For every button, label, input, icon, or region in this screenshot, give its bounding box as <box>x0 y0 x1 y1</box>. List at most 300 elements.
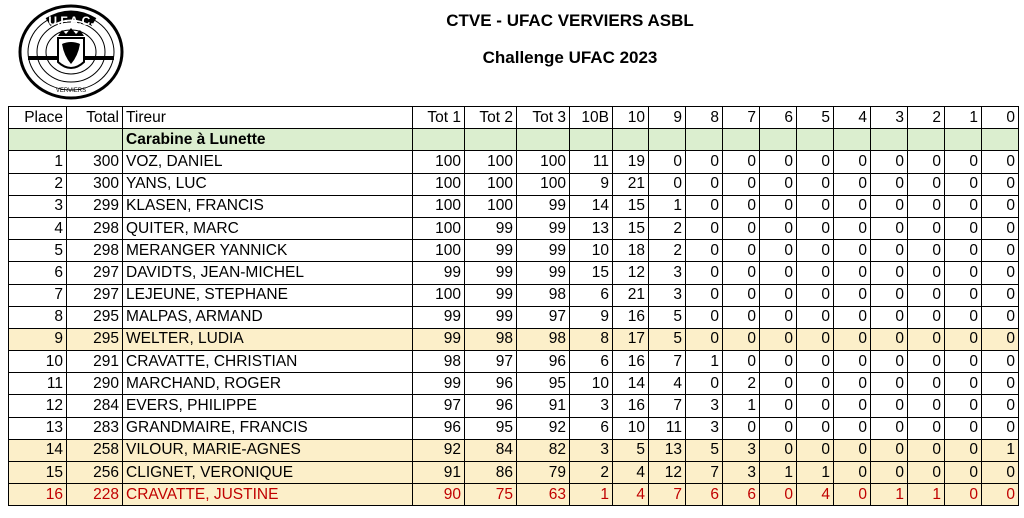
cell-total: 300 <box>67 173 123 195</box>
cell-1: 0 <box>945 373 982 395</box>
cell-0: 0 <box>982 173 1019 195</box>
section-cell <box>517 129 570 151</box>
cell-6: 0 <box>760 351 797 373</box>
cell-4: 0 <box>834 284 871 306</box>
cell-9: 7 <box>649 484 686 506</box>
table-row <box>9 439 1019 461</box>
cell-3: 0 <box>871 439 908 461</box>
cell-place: 12 <box>9 395 67 417</box>
cell-6: 0 <box>760 328 797 350</box>
cell-tot2: 100 <box>465 151 517 173</box>
col-total: Total <box>67 107 123 129</box>
table-row <box>9 195 1019 217</box>
cell-tot2: 99 <box>465 262 517 284</box>
cell-7: 1 <box>723 395 760 417</box>
cell-8: 5 <box>686 439 723 461</box>
cell-4: 0 <box>834 240 871 262</box>
cell-10: 21 <box>613 284 649 306</box>
section-cell <box>982 129 1019 151</box>
cell-place: 9 <box>9 328 67 350</box>
cell-8: 0 <box>686 217 723 239</box>
cell-tireur: KLASEN, FRANCIS <box>123 195 413 217</box>
cell-total: 258 <box>67 439 123 461</box>
cell-tot1: 97 <box>413 395 465 417</box>
cell-8: 3 <box>686 395 723 417</box>
cell-total: 300 <box>67 151 123 173</box>
section-cell <box>465 129 517 151</box>
section-cell <box>67 129 123 151</box>
col-0: 0 <box>982 107 1019 129</box>
cell-3: 0 <box>871 417 908 439</box>
cell-tot1: 98 <box>413 351 465 373</box>
cell-tireur: MARCHAND, ROGER <box>123 373 413 395</box>
cell-tireur: LEJEUNE, STEPHANE <box>123 284 413 306</box>
cell-tireur: CRAVATTE, CHRISTIAN <box>123 351 413 373</box>
cell-total: 256 <box>67 462 123 484</box>
cell-10: 16 <box>613 306 649 328</box>
cell-2: 0 <box>908 284 945 306</box>
cell-total: 284 <box>67 395 123 417</box>
cell-3: 0 <box>871 195 908 217</box>
table-row <box>9 373 1019 395</box>
cell-tot3: 99 <box>517 217 570 239</box>
col-8: 8 <box>686 107 723 129</box>
cell-3: 1 <box>871 484 908 506</box>
cell-tot1: 91 <box>413 462 465 484</box>
cell-1: 0 <box>945 262 982 284</box>
cell-7: 0 <box>723 173 760 195</box>
table-row <box>9 284 1019 306</box>
cell-place: 14 <box>9 439 67 461</box>
cell-2: 0 <box>908 151 945 173</box>
logo-text: U.F.A.C. <box>48 14 94 28</box>
cell-6: 0 <box>760 439 797 461</box>
cell-7: 0 <box>723 151 760 173</box>
cell-1: 0 <box>945 395 982 417</box>
cell-tot1: 100 <box>413 217 465 239</box>
cell-4: 0 <box>834 484 871 506</box>
cell-tot2: 75 <box>465 484 517 506</box>
cell-4: 0 <box>834 439 871 461</box>
cell-7: 0 <box>723 262 760 284</box>
cell-0: 0 <box>982 395 1019 417</box>
section-row <box>9 129 1019 151</box>
cell-10b: 9 <box>570 173 613 195</box>
cell-tireur: CLIGNET, VERONIQUE <box>123 462 413 484</box>
cell-9: 2 <box>649 217 686 239</box>
cell-10b: 2 <box>570 462 613 484</box>
cell-tireur: MALPAS, ARMAND <box>123 306 413 328</box>
cell-tireur: VOZ, DANIEL <box>123 151 413 173</box>
cell-place: 16 <box>9 484 67 506</box>
cell-2: 0 <box>908 462 945 484</box>
cell-1: 0 <box>945 284 982 306</box>
cell-1: 0 <box>945 351 982 373</box>
section-cell <box>797 129 834 151</box>
cell-tot2: 99 <box>465 217 517 239</box>
cell-1: 0 <box>945 462 982 484</box>
cell-9: 5 <box>649 328 686 350</box>
cell-0: 0 <box>982 373 1019 395</box>
cell-tot3: 91 <box>517 395 570 417</box>
cell-tot1: 99 <box>413 373 465 395</box>
cell-0: 0 <box>982 484 1019 506</box>
cell-9: 1 <box>649 195 686 217</box>
cell-tot2: 84 <box>465 439 517 461</box>
cell-total: 228 <box>67 484 123 506</box>
cell-4: 0 <box>834 373 871 395</box>
cell-1: 0 <box>945 217 982 239</box>
cell-10b: 6 <box>570 351 613 373</box>
cell-tot3: 98 <box>517 284 570 306</box>
cell-10: 18 <box>613 240 649 262</box>
ufac-logo <box>18 4 124 100</box>
cell-1: 0 <box>945 173 982 195</box>
cell-place: 15 <box>9 462 67 484</box>
cell-7: 3 <box>723 439 760 461</box>
cell-tot2: 95 <box>465 417 517 439</box>
cell-7: 6 <box>723 484 760 506</box>
cell-5: 0 <box>797 373 834 395</box>
cell-tireur: DAVIDTS, JEAN-MICHEL <box>123 262 413 284</box>
cell-0: 1 <box>982 439 1019 461</box>
cell-tot2: 99 <box>465 240 517 262</box>
cell-5: 0 <box>797 351 834 373</box>
cell-3: 0 <box>871 284 908 306</box>
cell-2: 1 <box>908 484 945 506</box>
cell-4: 0 <box>834 417 871 439</box>
cell-tot2: 96 <box>465 395 517 417</box>
section-cell <box>945 129 982 151</box>
cell-1: 0 <box>945 328 982 350</box>
cell-0: 0 <box>982 240 1019 262</box>
cell-10: 17 <box>613 328 649 350</box>
cell-1: 0 <box>945 439 982 461</box>
cell-10: 15 <box>613 217 649 239</box>
cell-6: 0 <box>760 173 797 195</box>
cell-3: 0 <box>871 173 908 195</box>
cell-10b: 6 <box>570 284 613 306</box>
cell-10b: 10 <box>570 240 613 262</box>
section-cell <box>723 129 760 151</box>
cell-10: 15 <box>613 195 649 217</box>
cell-0: 0 <box>982 151 1019 173</box>
cell-10: 14 <box>613 373 649 395</box>
section-cell <box>834 129 871 151</box>
section-cell <box>760 129 797 151</box>
cell-10: 12 <box>613 262 649 284</box>
section-cell <box>413 129 465 151</box>
cell-1: 0 <box>945 417 982 439</box>
col-10b: 10B <box>570 107 613 129</box>
table-row <box>9 462 1019 484</box>
section-cell <box>613 129 649 151</box>
cell-3: 0 <box>871 373 908 395</box>
cell-8: 0 <box>686 328 723 350</box>
cell-total: 291 <box>67 351 123 373</box>
cell-tot1: 99 <box>413 328 465 350</box>
cell-6: 0 <box>760 151 797 173</box>
cell-tireur: CRAVATTE, JUSTINE <box>123 484 413 506</box>
cell-tot1: 99 <box>413 306 465 328</box>
section-cell <box>649 129 686 151</box>
cell-10: 5 <box>613 439 649 461</box>
cell-10b: 14 <box>570 195 613 217</box>
col-5: 5 <box>797 107 834 129</box>
cell-10b: 1 <box>570 484 613 506</box>
cell-total: 298 <box>67 217 123 239</box>
cell-4: 0 <box>834 462 871 484</box>
cell-place: 8 <box>9 306 67 328</box>
cell-total: 299 <box>67 195 123 217</box>
col-9: 9 <box>649 107 686 129</box>
cell-tireur: MERANGER YANNICK <box>123 240 413 262</box>
cell-6: 0 <box>760 395 797 417</box>
cell-tot1: 100 <box>413 151 465 173</box>
cell-5: 0 <box>797 262 834 284</box>
cell-7: 2 <box>723 373 760 395</box>
cell-10b: 3 <box>570 439 613 461</box>
table-row <box>9 262 1019 284</box>
cell-4: 0 <box>834 195 871 217</box>
cell-0: 0 <box>982 217 1019 239</box>
cell-0: 0 <box>982 306 1019 328</box>
cell-10b: 11 <box>570 151 613 173</box>
cell-9: 3 <box>649 262 686 284</box>
cell-9: 5 <box>649 306 686 328</box>
cell-tot3: 96 <box>517 351 570 373</box>
cell-3: 0 <box>871 240 908 262</box>
cell-5: 0 <box>797 395 834 417</box>
table-row <box>9 395 1019 417</box>
cell-tot3: 63 <box>517 484 570 506</box>
cell-2: 0 <box>908 351 945 373</box>
table-row <box>9 417 1019 439</box>
cell-tot2: 97 <box>465 351 517 373</box>
cell-3: 0 <box>871 395 908 417</box>
cell-1: 0 <box>945 240 982 262</box>
cell-6: 0 <box>760 306 797 328</box>
cell-tot3: 79 <box>517 462 570 484</box>
results-table <box>8 106 1019 506</box>
cell-2: 0 <box>908 417 945 439</box>
cell-5: 0 <box>797 151 834 173</box>
cell-8: 0 <box>686 195 723 217</box>
cell-tireur: EVERS, PHILIPPE <box>123 395 413 417</box>
cell-tot2: 100 <box>465 173 517 195</box>
cell-2: 0 <box>908 240 945 262</box>
cell-place: 13 <box>9 417 67 439</box>
section-cell <box>9 129 67 151</box>
cell-tot2: 100 <box>465 195 517 217</box>
cell-7: 0 <box>723 240 760 262</box>
cell-5: 4 <box>797 484 834 506</box>
cell-5: 0 <box>797 306 834 328</box>
cell-10b: 8 <box>570 328 613 350</box>
cell-10b: 13 <box>570 217 613 239</box>
cell-10b: 6 <box>570 417 613 439</box>
cell-9: 4 <box>649 373 686 395</box>
col-4: 4 <box>834 107 871 129</box>
cell-10: 4 <box>613 484 649 506</box>
cell-4: 0 <box>834 262 871 284</box>
cell-9: 0 <box>649 173 686 195</box>
cell-5: 0 <box>797 240 834 262</box>
cell-tireur: GRANDMAIRE, FRANCIS <box>123 417 413 439</box>
col-tot2: Tot 2 <box>465 107 517 129</box>
cell-10: 19 <box>613 151 649 173</box>
cell-7: 0 <box>723 306 760 328</box>
cell-8: 6 <box>686 484 723 506</box>
cell-2: 0 <box>908 217 945 239</box>
logo-subtext: VERVIERS <box>55 88 87 94</box>
cell-0: 0 <box>982 195 1019 217</box>
cell-2: 0 <box>908 173 945 195</box>
col-10: 10 <box>613 107 649 129</box>
cell-5: 0 <box>797 328 834 350</box>
cell-tot1: 100 <box>413 240 465 262</box>
cell-8: 0 <box>686 306 723 328</box>
cell-tot1: 100 <box>413 173 465 195</box>
cell-6: 0 <box>760 417 797 439</box>
cell-0: 0 <box>982 351 1019 373</box>
col-3: 3 <box>871 107 908 129</box>
section-cell <box>908 129 945 151</box>
col-tireur: Tireur <box>123 107 413 129</box>
cell-tireur: VILOUR, MARIE-AGNES <box>123 439 413 461</box>
cell-5: 0 <box>797 439 834 461</box>
table-row <box>9 484 1019 506</box>
cell-10: 10 <box>613 417 649 439</box>
section-cell <box>686 129 723 151</box>
cell-tot3: 99 <box>517 262 570 284</box>
cell-10b: 10 <box>570 373 613 395</box>
cell-5: 0 <box>797 417 834 439</box>
table-row <box>9 306 1019 328</box>
cell-tot3: 100 <box>517 151 570 173</box>
cell-place: 2 <box>9 173 67 195</box>
cell-6: 0 <box>760 262 797 284</box>
cell-place: 6 <box>9 262 67 284</box>
cell-tot3: 100 <box>517 173 570 195</box>
cell-3: 0 <box>871 262 908 284</box>
col-2: 2 <box>908 107 945 129</box>
col-1: 1 <box>945 107 982 129</box>
cell-3: 0 <box>871 351 908 373</box>
cell-3: 0 <box>871 306 908 328</box>
cell-8: 0 <box>686 151 723 173</box>
cell-7: 0 <box>723 417 760 439</box>
cell-tot3: 99 <box>517 195 570 217</box>
cell-10: 16 <box>613 395 649 417</box>
cell-tot3: 95 <box>517 373 570 395</box>
cell-3: 0 <box>871 151 908 173</box>
cell-tot3: 97 <box>517 306 570 328</box>
cell-8: 1 <box>686 351 723 373</box>
col-6: 6 <box>760 107 797 129</box>
cell-1: 0 <box>945 306 982 328</box>
cell-tireur: YANS, LUC <box>123 173 413 195</box>
cell-4: 0 <box>834 173 871 195</box>
header-row <box>9 107 1019 129</box>
cell-total: 297 <box>67 262 123 284</box>
cell-9: 13 <box>649 439 686 461</box>
cell-1: 0 <box>945 195 982 217</box>
cell-tot2: 99 <box>465 306 517 328</box>
cell-2: 0 <box>908 395 945 417</box>
table-row <box>9 173 1019 195</box>
cell-6: 0 <box>760 284 797 306</box>
page-subtitle: Challenge UFAC 2023 <box>482 48 658 67</box>
cell-tot3: 92 <box>517 417 570 439</box>
cell-2: 0 <box>908 195 945 217</box>
col-7: 7 <box>723 107 760 129</box>
cell-tot1: 96 <box>413 417 465 439</box>
col-tot3: Tot 3 <box>517 107 570 129</box>
cell-9: 3 <box>649 284 686 306</box>
cell-7: 0 <box>723 217 760 239</box>
cell-10b: 3 <box>570 395 613 417</box>
cell-total: 295 <box>67 328 123 350</box>
cell-place: 1 <box>9 151 67 173</box>
cell-tot1: 90 <box>413 484 465 506</box>
cell-8: 0 <box>686 373 723 395</box>
cell-2: 0 <box>908 373 945 395</box>
cell-2: 0 <box>908 439 945 461</box>
cell-7: 0 <box>723 284 760 306</box>
table-row <box>9 351 1019 373</box>
cell-3: 0 <box>871 328 908 350</box>
cell-4: 0 <box>834 306 871 328</box>
cell-10: 16 <box>613 351 649 373</box>
cell-5: 0 <box>797 284 834 306</box>
cell-tot2: 99 <box>465 284 517 306</box>
table-row <box>9 151 1019 173</box>
cell-5: 1 <box>797 462 834 484</box>
cell-6: 0 <box>760 195 797 217</box>
cell-0: 0 <box>982 284 1019 306</box>
cell-8: 0 <box>686 262 723 284</box>
cell-5: 0 <box>797 195 834 217</box>
table-row <box>9 240 1019 262</box>
cell-4: 0 <box>834 151 871 173</box>
cell-2: 0 <box>908 262 945 284</box>
cell-0: 0 <box>982 262 1019 284</box>
cell-9: 7 <box>649 395 686 417</box>
cell-4: 0 <box>834 217 871 239</box>
cell-6: 0 <box>760 240 797 262</box>
cell-5: 0 <box>797 173 834 195</box>
cell-place: 7 <box>9 284 67 306</box>
cell-6: 0 <box>760 373 797 395</box>
cell-6: 0 <box>760 484 797 506</box>
table-row <box>9 328 1019 350</box>
cell-9: 7 <box>649 351 686 373</box>
cell-tot2: 86 <box>465 462 517 484</box>
cell-1: 0 <box>945 484 982 506</box>
section-cell <box>570 129 613 151</box>
cell-total: 298 <box>67 240 123 262</box>
cell-tot2: 98 <box>465 328 517 350</box>
cell-3: 0 <box>871 462 908 484</box>
cell-10b: 15 <box>570 262 613 284</box>
cell-7: 3 <box>723 462 760 484</box>
cell-5: 0 <box>797 217 834 239</box>
table-row <box>9 217 1019 239</box>
cell-place: 5 <box>9 240 67 262</box>
cell-8: 0 <box>686 173 723 195</box>
cell-total: 295 <box>67 306 123 328</box>
